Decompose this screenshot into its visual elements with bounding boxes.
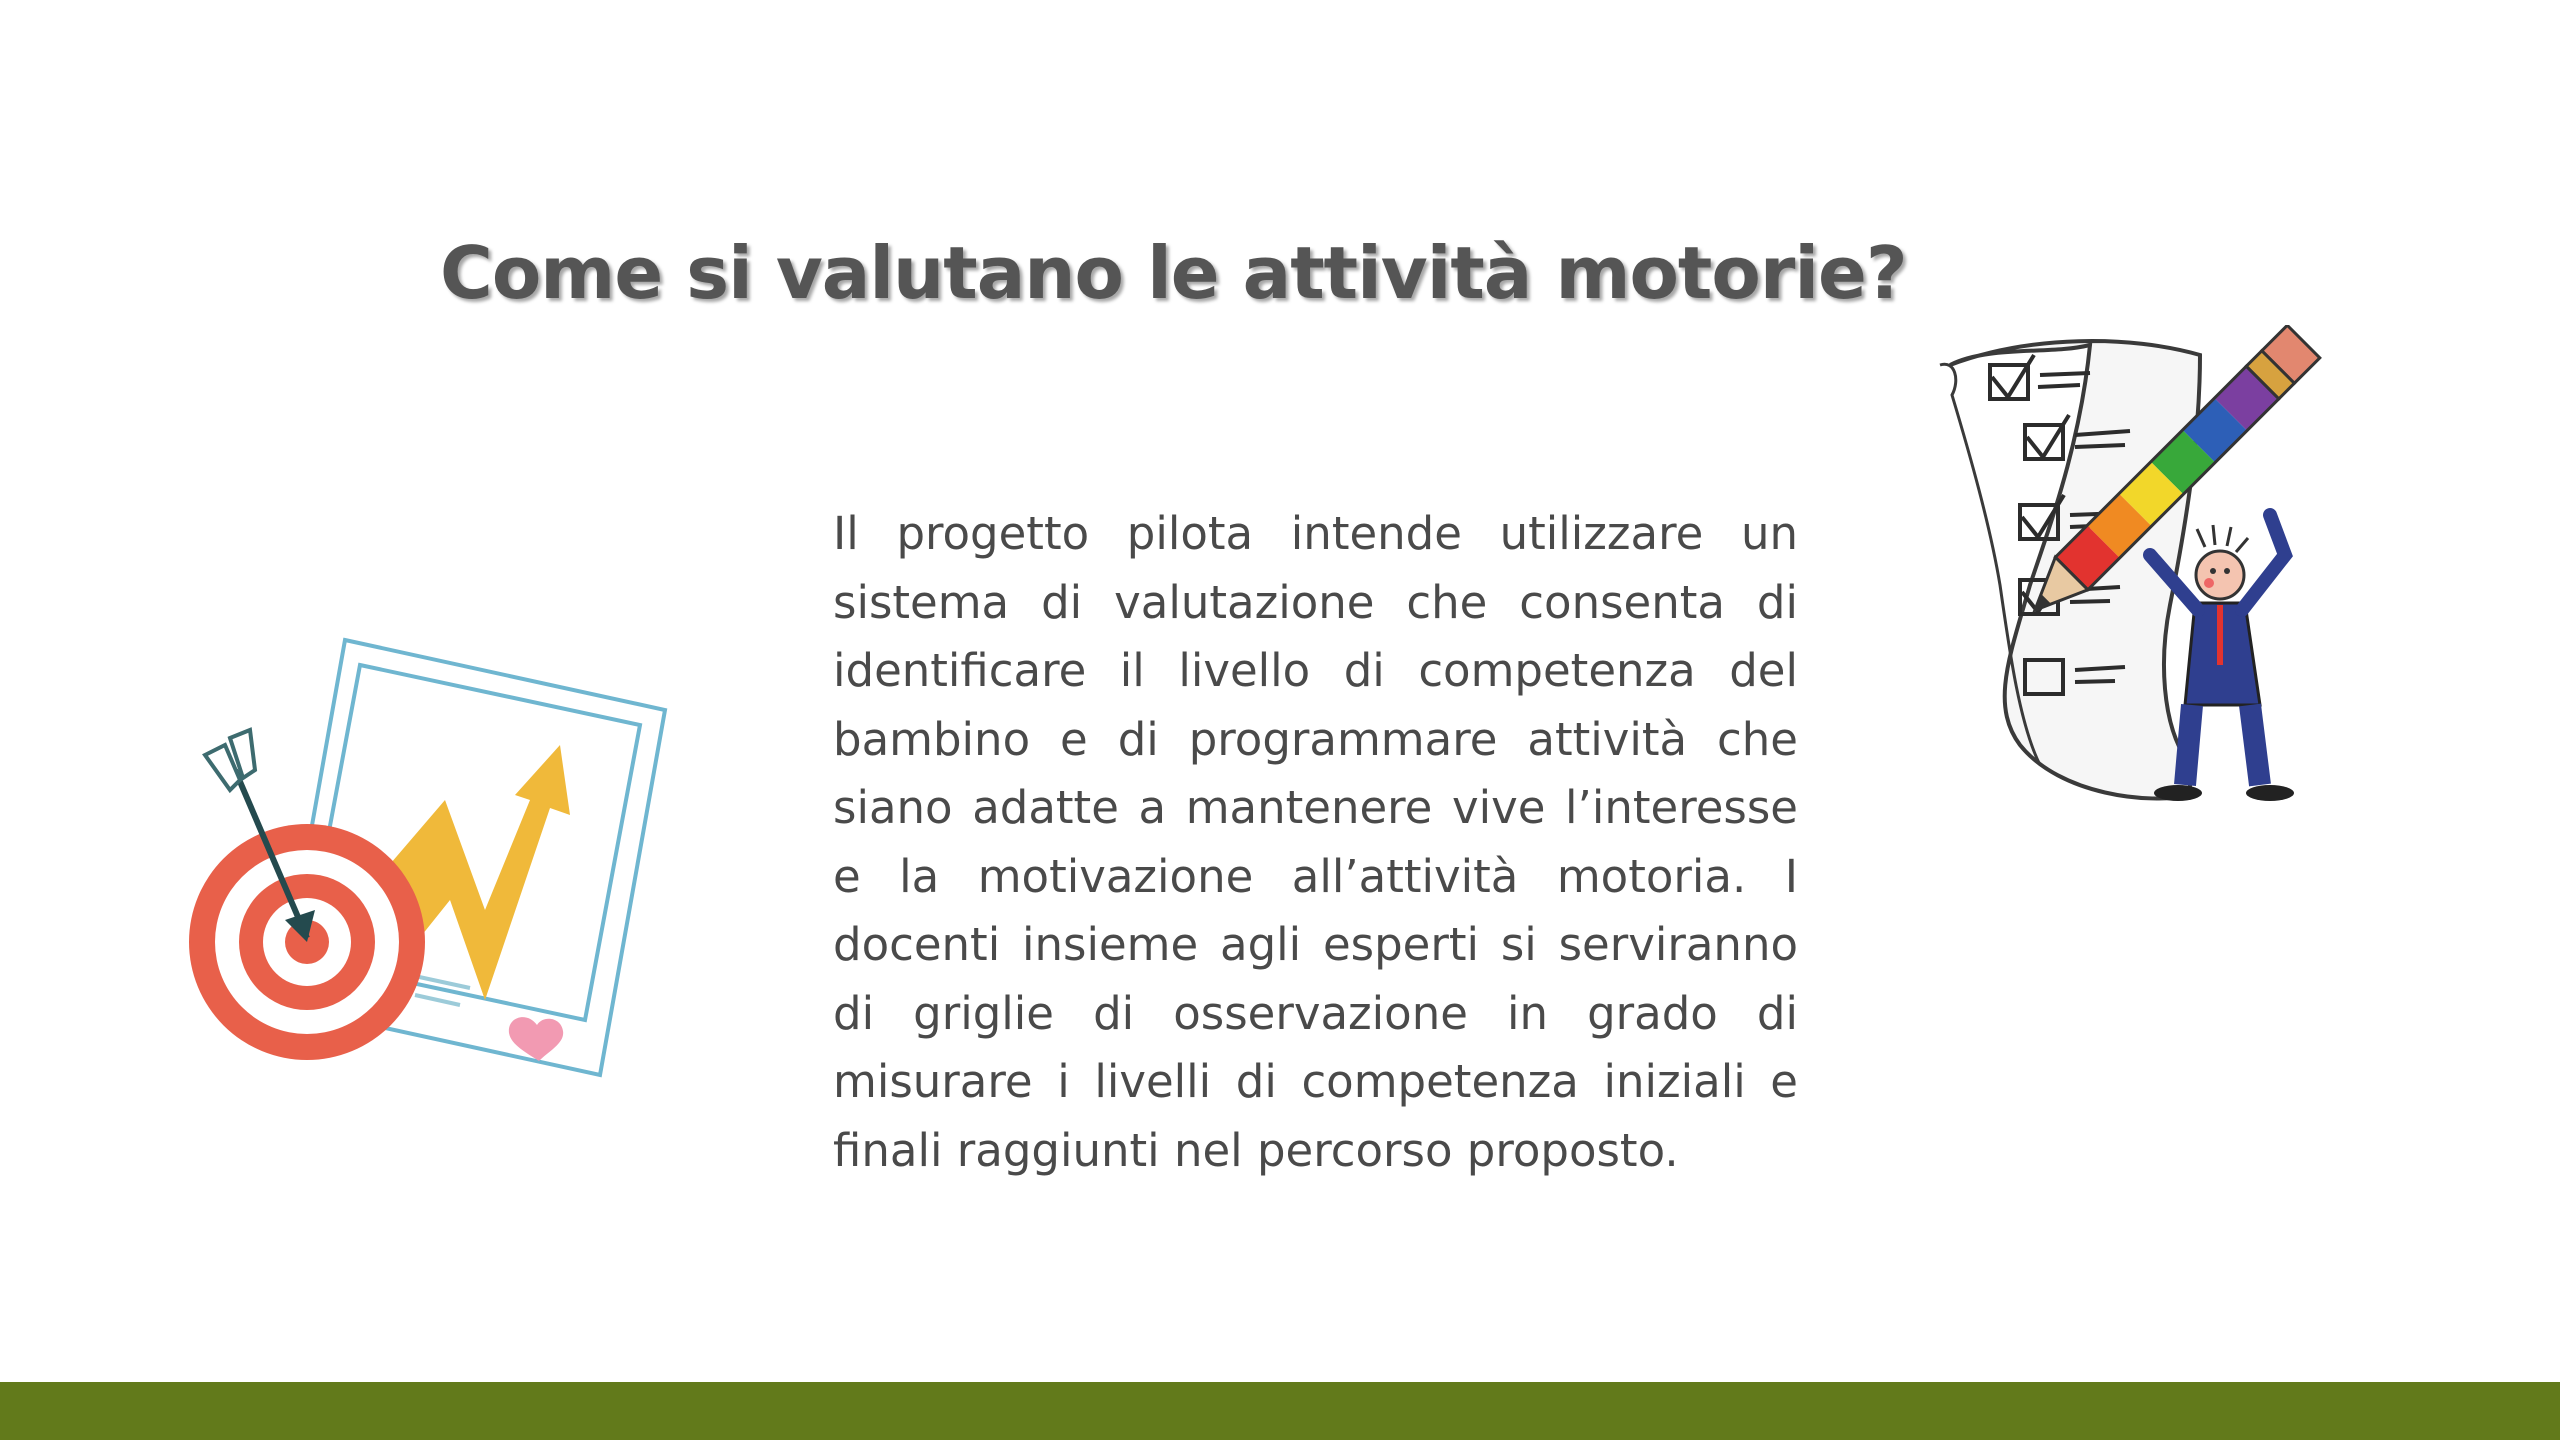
- body-paragraph: Il progetto pilota intende utilizzare un sistema di valutazione che consenta di identificare il livello di competenza del bambino e di programmare attività che siano adatte a mantenere vive l’interesse e la motivazione all’attività motoria. I docenti insieme agli esperti si serviranno di griglie di osservazione in grado di misurare i livelli di competenza iniziali e finali raggiunti nel percorso proposto.: [833, 507, 1798, 1177]
- slide-title: Come si valutano le attività motorie?: [440, 231, 1907, 315]
- checklist-pencil-icon: [1930, 325, 2370, 815]
- target-growth-icon: [185, 620, 685, 1090]
- footer-bar: [0, 1382, 2560, 1440]
